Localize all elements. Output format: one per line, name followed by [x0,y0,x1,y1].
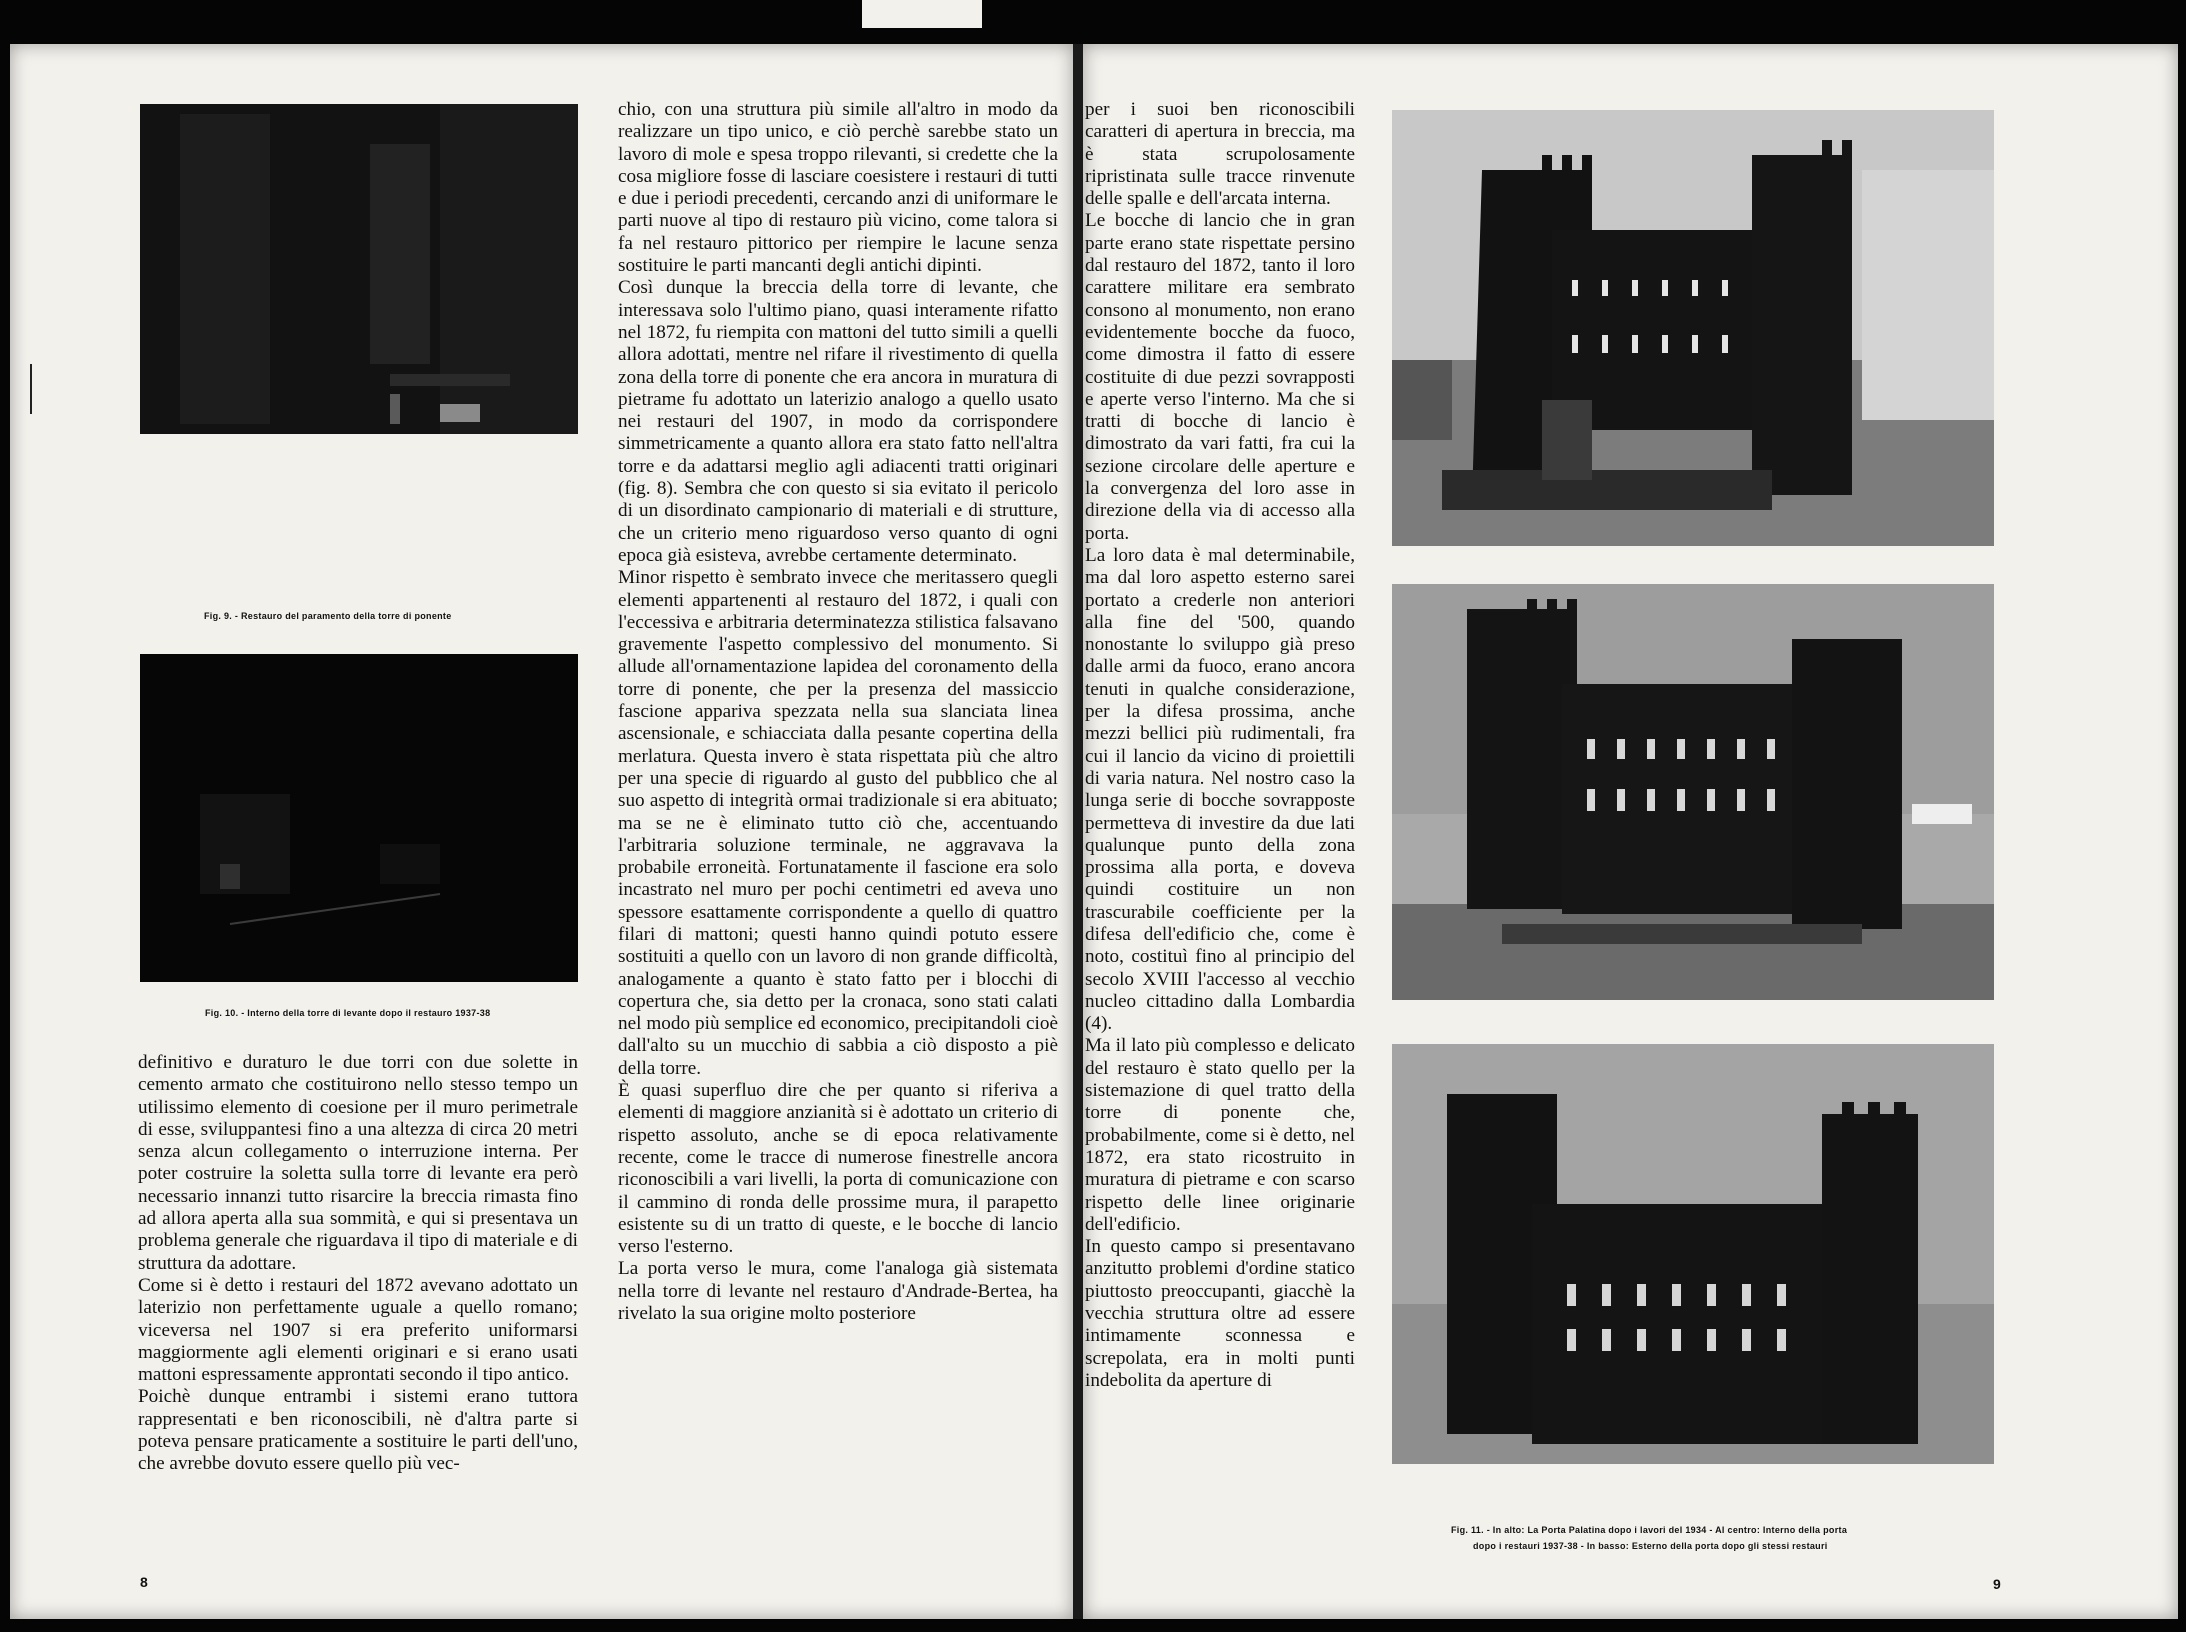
paragraph: La loro data è mal determinabile, ma dal loro aspetto esterno sarei portato a crederle non anteriori alla fine del '500, quando nonostante lo sviluppo già preso dalle armi da fuoco, erano ancora tenuti in qualche considerazione, per la difesa prossima, anche mezzi bellici più rudimentali, fra cui il lancio da vicino di proiettili di varia natura. Nel nostro caso la lunga serie di bocche sovrapposte permetteva di investire da due lati qualunque punto della zona prossima alla porta, e doveva quindi costituire un non trascurabile coefficiente per la difesa dell'edificio che, come è noto, costituì fino al principio del secolo XVIII l'accesso al vecchio nucleo cittadino dalla Lombardia (4). [1085,544,1355,1035]
page-number-left: 8 [140,1574,148,1590]
figure-9-photo [140,104,578,434]
paragraph: Così dunque la breccia della torre di levante, che interessava solo l'ultimo piano, quasi interamente rifatto nel 1872, fu riempita con mattoni del tutto simili a quelli allora adottati, mentre nel rifare il rivestimento di quella zona della torre di ponente che era ancora in muratura di pietrame fu adottato un laterizio analogo a quello usato nei restauri del 1907, in modo da corrispondere simmetricamente a quanto allora era stato fatto nell'altra torre e da adattarsi meglio agli adiacenti tratti originari (fig. 8). Sembra che con questo si sia evitato il pericolo di un disordinato campionario di materiali e di strutture, che un criterio meno riguardoso verso quanto di ogni epoca già esisteva, avrebbe certamente determinato. [618,277,1058,566]
scan-top-strip [862,0,982,28]
paragraph: In questo campo si presentavano anzitutto problemi d'ordine statico piuttosto preoccupanti, giacchè la vecchia struttura oltre ad essere intimamente sconnessa e screpolata, era in molti punti indebolita da aperture di [1085,1236,1355,1391]
left-column-1 [138,1052,578,1600]
left-column-2 [618,99,1058,1599]
page-number-right: 9 [1993,1576,2001,1592]
paragraph: La porta verso le mura, come l'analoga già sistemata nella torre di levante nel restauro d'Andrade-Bertea, ha rivelato la sua origine molto posteriore [618,1258,1058,1325]
paragraph: per i suoi ben riconoscibili caratteri di apertura in breccia, ma è stata scrupolosamente ripristinata sulle tracce rinvenute delle spalle e dell'arcata interna. [1085,99,1355,210]
paragraph: Minor rispetto è sembrato invece che meritassero quegli elementi appartenenti al restauro del 1872, i quali con l'eccessiva e arbitraria determinatezza stilistica falsavano gravemente l'aspetto complessivo del monumento. Si allude all'ornamentazione lapidea del coronamento della torre di ponente, che per la presenza del massiccio fascione appariva spezzata nella sua slanciata linea ascensionale, e schiacciata dalla pesante copertina della merlatura. Questa invero è stata rispettata più che altro per una specie di riguardo al gusto del pubblico che al suo aspetto di integrità ormai tradizionale si era abituato; ma se ne è eliminato tutto ciò che, accentuando l'arbitraria soluzione terminale, ne aggravava la probabile erroneità. Fortunatamente il fascione era solo incastrato nel muro per pochi centimetri ed aveva uno spessore esattamente corrispondente a quello di quattro filari di mattoni; questi hanno quindi potuto essere sostituiti a quello con un lavoro di non grande difficoltà, analogamente a quanto è stato fatto per i blocchi di copertura che, sia detto per la cronaca, sono stati calati nel modo più semplice ed economico, precipitandoli cioè dall'alto su un mucchio di sabbia a ciò disposto a piè della torre. [618,567,1058,1079]
figure-11-top-photo [1392,110,1994,546]
paragraph: Ma il lato più complesso e delicato del restauro è stato quello per la sistemazione di quel tratto della torre di ponente che, probabilmente, come si è detto, nel 1872, era stato ricostruito in muratura di pietrame e con scarso rispetto delle linee originarie dell'edificio. [1085,1035,1355,1235]
figure-9-caption: Fig. 9. - Restauro del paramento della torre di ponente [204,611,452,621]
paragraph: chio, con una struttura più simile all'altro in modo da realizzare un tipo unico, e ciò perchè sarebbe stato un lavoro di mole e spesa troppo rilevanti, si credette che la cosa migliore fosse di lasciare coesistere i restauri di tutti e due i periodi precedenti, cercando anzi di uniformare le parti nuove al tipo di restauro più vicino, come talora si fa nel restauro pittorico per riempire le lacune senza sostituire le parti mancanti degli antichi dipinti. [618,99,1058,277]
figure-10-caption: Fig. 10. - Interno della torre di levante dopo il restauro 1937-38 [205,1008,491,1018]
book-gutter [1073,44,1083,1619]
paragraph: Poichè dunque entrambi i sistemi erano tuttora rappresentati e ben riconoscibili, nè d'altra parte si poteva pensare praticamente a sostituire le parti dell'uno, che avrebbe dovuto essere quello più vec- [138,1386,578,1475]
paragraph: Come si è detto i restauri del 1872 avevano adottato un laterizio non perfettamente uguale a quello romano; viceversa nel 1907 si era preferito uniformarsi maggiormente agli elementi originari e si erano usati mattoni espressamente approntati secondo il tipo antico. [138,1274,578,1386]
right-page [1083,44,2178,1619]
left-page [10,44,1073,1619]
figure-11-caption-line2: dopo i restauri 1937-38 - In basso: Esterno della porta dopo gli stessi restauri [1473,1541,1828,1551]
paragraph: È quasi superfluo dire che per quanto si riferiva a elementi di maggiore anzianità si è adottato un criterio di rispetto assoluto, anche se di epoca relativamente recente, come le tracce di numerose finestrelle ancora riconoscibili a vari livelli, la porta di comunicazione con il cammino di ronda delle prossime mura, il parapetto esistente su di un tratto di queste, e le bocche di lancio verso l'esterno. [618,1080,1058,1258]
binding-mark [30,364,32,414]
figure-11-middle-photo [1392,584,1994,1000]
paragraph: definitivo e duraturo le due torri con due solette in cemento armato che costituirono nello stesso tempo un utilissimo elemento di coesione per il muro perimetrale di esse, sviluppantesi fino a una altezza di circa 20 metri senza alcun collegamento o interruzione interna. Per poter costruire la soletta sulla torre di levante era però necessario innanzi tutto risarcire la breccia rimasta fino ad allora aperta alla sua sommità, e qui si presentava un problema generale che riguardava il tipo di materiale e di struttura da adottare. [138,1052,578,1274]
figure-11-caption-line1: Fig. 11. - In alto: La Porta Palatina dopo i lavori del 1934 - Al centro: Interno della porta [1451,1525,1848,1535]
right-column [1085,99,1355,1599]
figure-10-photo [140,654,578,982]
figure-11-bottom-photo [1392,1044,1994,1464]
paragraph: Le bocche di lancio che in gran parte erano state rispettate persino dal restauro del 1872, tanto il loro carattere militare era sembrato consono al monumento, non erano evidentemente bocche da fuoco, come dimostra il fatto di essere costituite di due pezzi sovrapposti e aperte verso l'interno. Ma che si tratti di bocche di lancio è dimostrato da vari fatti, fra cui la sezione circolare delle aperture e la convergenza del loro asse in direzione della via di accesso alla porta. [1085,210,1355,544]
